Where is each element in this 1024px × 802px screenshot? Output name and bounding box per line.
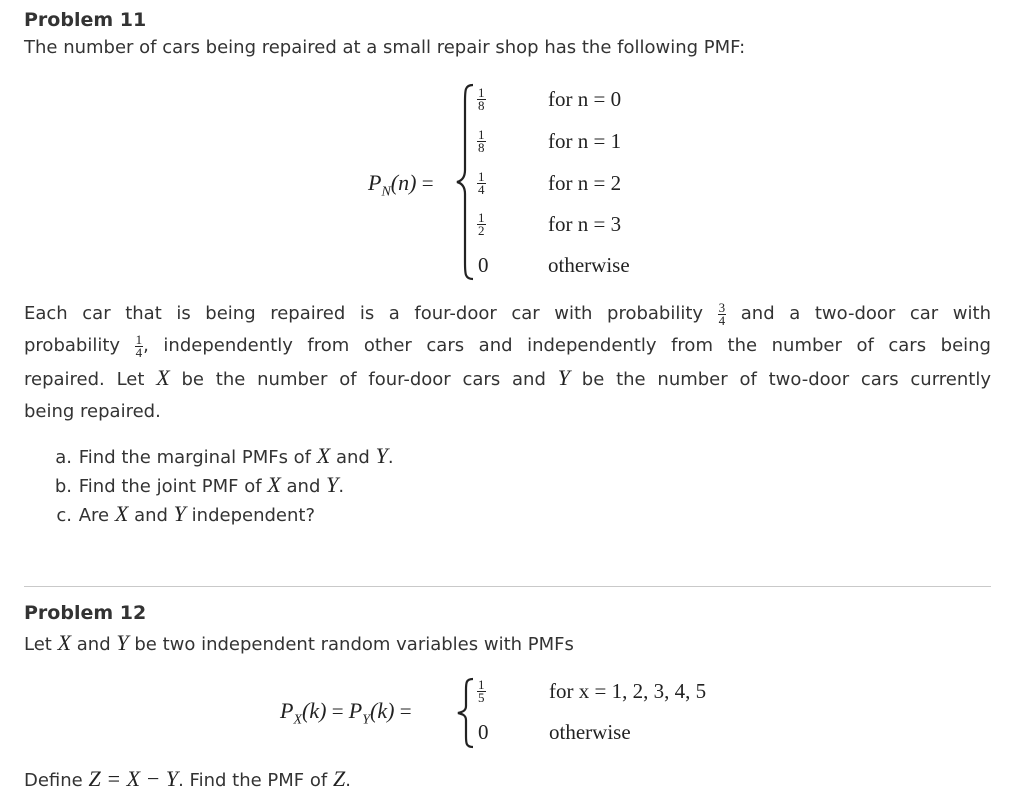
problem-11-questions — [24, 441, 394, 528]
pmf-xy-case-0-cond: for x = 1, 2, 3, 4, 5 — [549, 679, 707, 703]
pmf-n-case-0-value: $\frac{1}{8}$ — [478, 85, 485, 113]
pmf-n-case-4-cond: otherwise — [548, 253, 630, 277]
pmf-n-case-1-value: $\frac{1}{8}$ — [478, 127, 485, 155]
pmf-n-lhs: $P_N(n)$ = — [368, 170, 434, 200]
problem-11-title: Problem 11 — [24, 9, 147, 31]
problem-12-intro: Let X and Y be two independent random variables with PMFs — [24, 630, 574, 655]
problem-12-define: Define Z = X − Y. Find the PMF of Z. — [24, 766, 351, 791]
pmf-xy-case-0-value: $\frac{1}{5}$ — [478, 677, 485, 705]
pmf-n-case-3-value: $\frac{1}{2}$ — [478, 210, 485, 238]
question-b: b. Find the joint PMF of X and Y. — [54, 472, 345, 497]
paragraph-line-1: Each car that is being repaired is a four-door car with probability $\frac{3}{4}$ and a two-door car with — [24, 299, 991, 328]
problem-11-paragraph — [24, 298, 991, 428]
paragraph-line-2: probability $\frac{1}{4}$ , independently from other cars and independently from the number of cars being — [24, 331, 991, 360]
paragraph-line-3: repaired. Let X be the number of four-door cars and Y be the number of two-door cars currently — [24, 365, 991, 390]
problem-12-title: Problem 12 — [24, 602, 147, 624]
section-divider — [24, 586, 991, 587]
pmf-xy-lhs: $P_X(k) = P_Y(k)$ = — [280, 698, 412, 728]
prob-four-door: $\frac{3}{4}$ — [718, 299, 726, 328]
paragraph-line-4: being repaired. — [24, 401, 161, 422]
left-brace-icon — [455, 82, 477, 282]
pmf-xy-case-1-value: 0 — [478, 720, 489, 744]
pmf-xy-case-1-cond: otherwise — [549, 720, 631, 744]
pmf-n-case-2-cond: for n = 2 — [548, 171, 622, 195]
pmf-n-case-4-value: 0 — [478, 253, 489, 277]
pmf-n-case-0-cond: for n = 0 — [548, 87, 622, 111]
question-a: a. Find the marginal PMFs of X and Y. — [55, 443, 394, 468]
pmf-n-case-1-cond: for n = 1 — [548, 129, 622, 153]
left-brace-icon — [455, 676, 477, 750]
pmf-n-case-3-cond: for n = 3 — [548, 212, 622, 236]
prob-two-door: $\frac{1}{4}$ — [135, 331, 143, 360]
question-c: c. Are X and Y independent? — [56, 501, 315, 526]
pmf-n-case-2-value: $\frac{1}{4}$ — [478, 169, 485, 197]
problem-11-intro: The number of cars being repaired at a small repair shop has the following PMF: — [24, 37, 746, 58]
